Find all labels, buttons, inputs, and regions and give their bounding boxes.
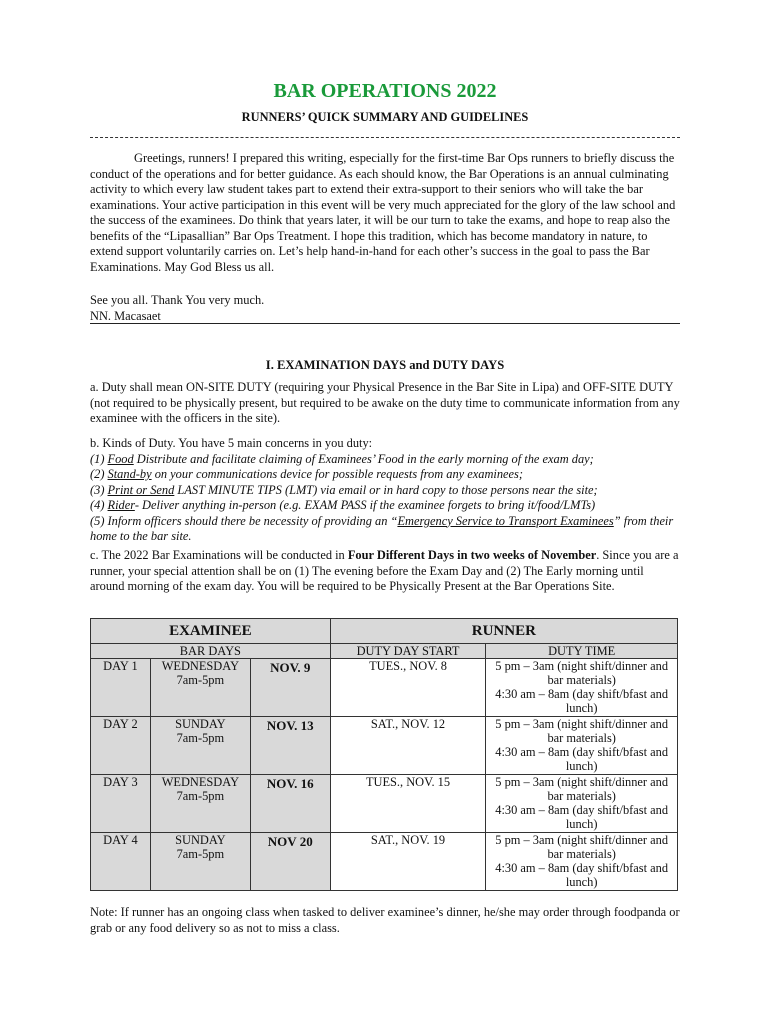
duty-item-standby: (2) Stand-by on your communications device for possible requests from any examinees; [90,467,524,481]
duty-time: 5 pm – 3am (night shift/dinner and bar materials) 4:30 am – 8am (day shift/bfast and lunch) [486,833,678,891]
duty-item-rider: (4) Rider- Deliver anything in-person (e.g. EXAM PASS if the examinee forgets to bring it/food/LMTs) [90,498,596,512]
duty-time-label: DUTY TIME [486,644,678,659]
closing-line: See you all. Thank You very much. [90,293,265,307]
duty-start: SAT., NOV. 19 [330,833,486,891]
duty-start: TUES., NOV. 8 [330,659,486,717]
weekday-cell: WEDNESDAY 7am-5pm [150,659,250,717]
weekday-cell: SUNDAY 7am-5pm [150,833,250,891]
duty-item-emergency: (5) Inform officers should there be necessity of providing an “Emergency Service to Transport Examinees” from their home to the bar site. [90,513,674,543]
duty-time: 5 pm – 3am (night shift/dinner and bar materials) 4:30 am – 8am (day shift/bfast and lunch) [486,775,678,833]
duty-start: SAT., NOV. 12 [330,717,486,775]
paragraph-a: a. Duty shall mean ON-SITE DUTY (requiring your Physical Presence in the Bar Site in Lipa) and OFF-SITE DUTY (not required to be physically present, but required to be awake on the duty time to communicate information from any examinee with the officers in the site). [90,380,680,425]
document-subtitle: RUNNERS’ QUICK SUMMARY AND GUIDELINES [241,110,529,124]
schedule-table [90,618,678,891]
section-title: I. EXAMINATION DAYS and DUTY DAYS [265,358,505,372]
day-label: DAY 1 [91,659,151,717]
footnote: Note: If runner has an ongoing class when tasked to deliver examinee’s dinner, he/she may order through foodpanda or grab or any food delivery so as not to miss a class. [90,905,680,935]
duty-item-print: (3) Print or Send LAST MINUTE TIPS (LMT) via email or in hard copy to those persons near the site; [90,482,598,497]
exam-date: NOV. 9 [250,659,330,717]
intro-paragraph [90,151,680,275]
paragraph-c: c. The 2022 Bar Examinations will be conducted in Four Different Days in two weeks of November. Since you are a runner, your special attention shall be on (1) The evening before the Exam Day and (2) The Early morning until around morning of the exam day. You will be required to be Physically Present at the Bar Operations Site. [90,548,679,593]
duty-item-food: (1) Food Distribute and facilitate claiming of Examinees’ Food in the early morning of the exam day; [90,451,594,466]
weekday-cell: SUNDAY 7am-5pm [150,717,250,775]
day-label: DAY 4 [91,833,151,891]
solid-divider [90,323,680,324]
duty-time: 5 pm – 3am (night shift/dinner and bar materials) 4:30 am – 8am (day shift/bfast and lunch) [486,659,678,717]
exam-date: NOV. 16 [250,775,330,833]
duty-start: TUES., NOV. 15 [330,775,486,833]
paragraph-b [90,436,680,545]
bar-days-label: BAR DAYS [91,644,331,659]
exam-date: NOV 20 [250,833,330,891]
examinee-header: EXAMINEE [91,619,331,644]
document-title: BAR OPERATIONS 2022 [273,80,497,102]
table-row [91,775,678,833]
dashed-divider [90,137,680,138]
exam-date: NOV. 13 [250,717,330,775]
intro-text: Greetings, runners! I prepared this writing, especially for the first-time Bar Ops runners to briefly discuss the conduct of the operations and for better guidance. As each should know, the Bar Operations is an annual culminating activity to which every law student takes part to extend their extra-support to their seniors who will take the bar examinations. Your active participation in this event will be very much appreciated for the glory of the law school and the success of the examinees. Do think that years later, it will be our turn to take the exams, and hope to reap also the benefits of the “Lipasallian” Bar Ops Treatment. I hope this tradition, which has become mandatory in nature, to extend support voluntarily carries on. Let’s help hand-in-hand for each other’s success in the goal to pass the Bar Examinations. May God Bless us all. [90,151,676,274]
duty-time: 5 pm – 3am (night shift/dinner and bar materials) 4:30 am – 8am (day shift/bfast and lunch) [486,717,678,775]
day-label: DAY 3 [91,775,151,833]
duty-start-label: DUTY DAY START [330,644,486,659]
signature: NN. Macasaet [90,308,161,323]
weekday-cell: WEDNESDAY 7am-5pm [150,775,250,833]
runner-header: RUNNER [330,619,677,644]
table-row [91,717,678,775]
duty-kinds-intro: b. Kinds of Duty. You have 5 main concerns in you duty: [90,436,373,450]
day-label: DAY 2 [91,717,151,775]
signoff [90,293,680,324]
table-row [91,833,678,891]
table-row [91,659,678,717]
